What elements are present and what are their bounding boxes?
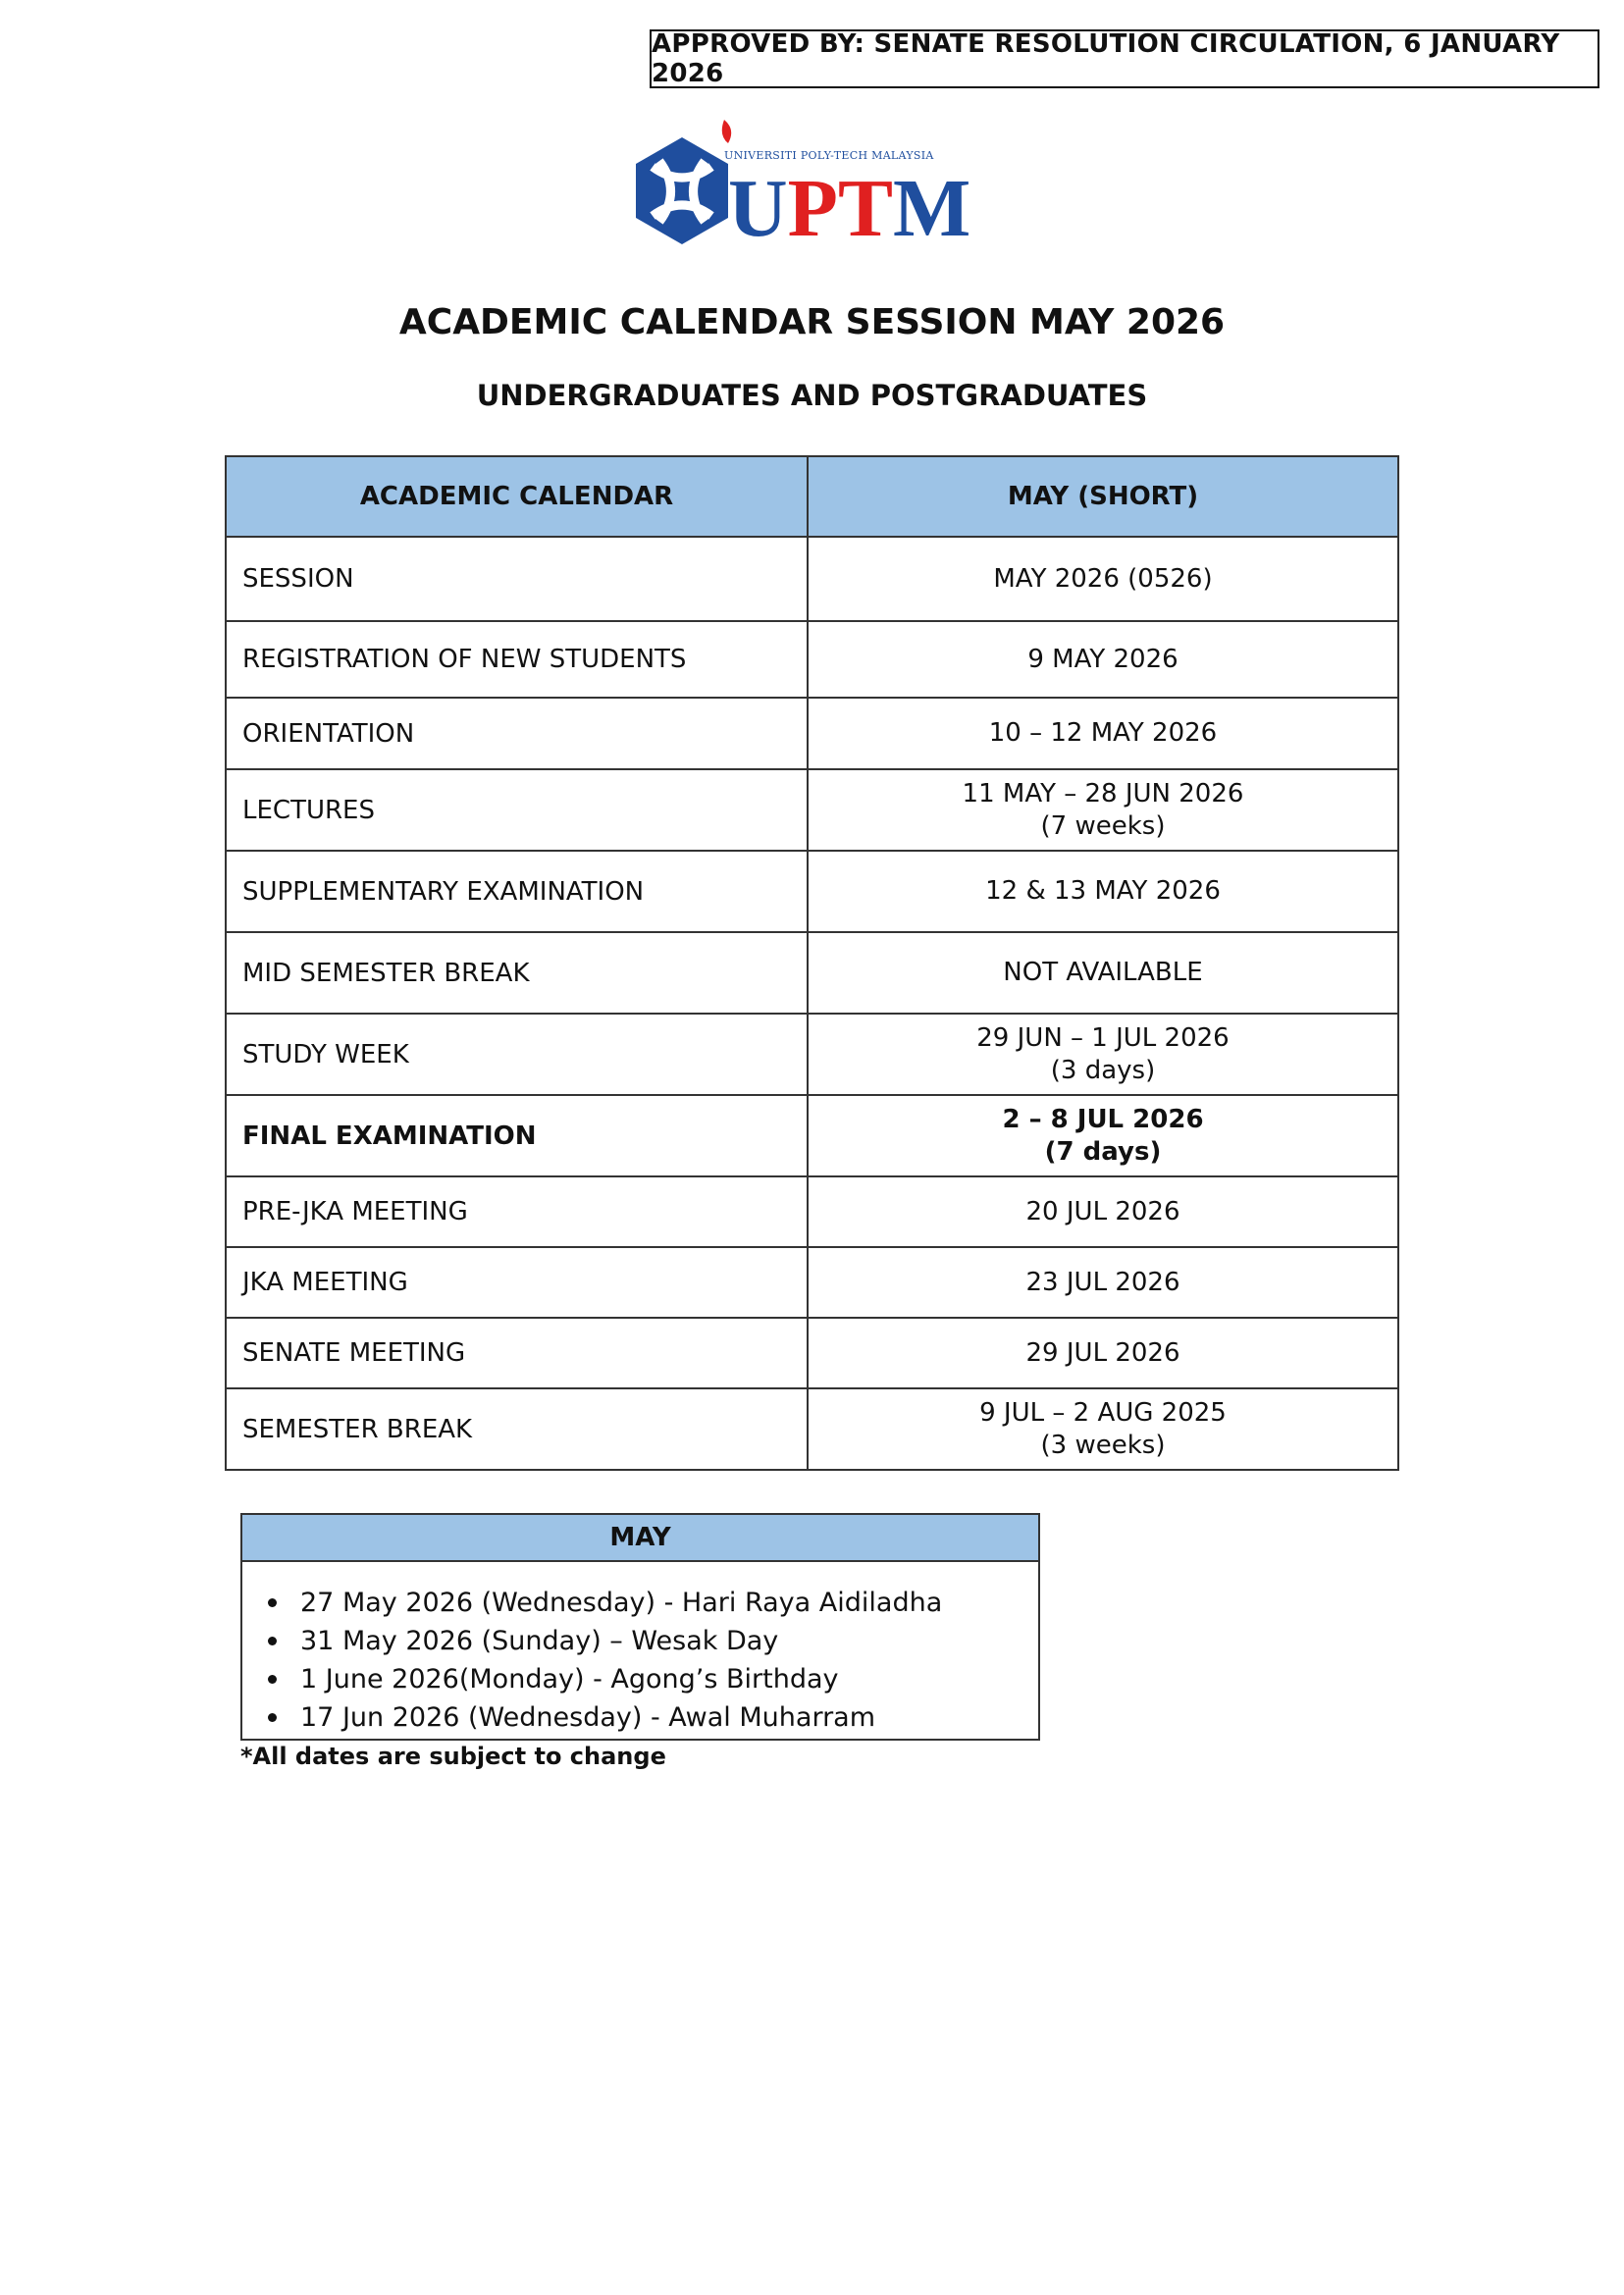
table-row	[226, 1014, 1398, 1095]
holiday-text: 27 May 2026 (Wednesday) - Hari Raya Aidiladha	[300, 1588, 943, 1618]
row-value-line1: 23 JUL 2026	[1025, 1267, 1180, 1297]
row-value	[808, 1014, 1398, 1095]
row-label: SUPPLEMENTARY EXAMINATION	[226, 851, 808, 932]
bullet-icon	[268, 1637, 277, 1645]
table-row	[226, 621, 1398, 698]
disclaimer-note: *All dates are subject to change	[240, 1743, 666, 1770]
row-value	[808, 1247, 1398, 1318]
table-row	[226, 851, 1398, 932]
table-header-row	[226, 456, 1398, 537]
list-item	[262, 1584, 1038, 1622]
header-academic-calendar: ACADEMIC CALENDAR	[226, 456, 808, 537]
row-value-line1: 11 MAY – 28 JUN 2026	[962, 778, 1244, 808]
row-value	[808, 1176, 1398, 1247]
page-subtitle: UNDERGRADUATES AND POSTGRADUATES	[476, 379, 1148, 412]
holiday-text: 17 Jun 2026 (Wednesday) - Awal Muharram	[300, 1702, 876, 1733]
bullet-icon	[268, 1598, 277, 1607]
row-value-line1: 20 JUL 2026	[1025, 1196, 1180, 1226]
list-item	[262, 1622, 1038, 1660]
table-row	[226, 1388, 1398, 1470]
row-value	[808, 537, 1398, 621]
wordmark-pt: PT	[787, 163, 894, 254]
row-label: FINAL EXAMINATION	[226, 1095, 808, 1176]
table-row	[226, 698, 1398, 769]
list-item	[262, 1698, 1038, 1737]
holiday-header: MAY	[242, 1515, 1038, 1562]
row-value	[808, 621, 1398, 698]
row-label: STUDY WEEK	[226, 1014, 808, 1095]
row-label: LECTURES	[226, 769, 808, 851]
academic-calendar-table	[225, 455, 1399, 1471]
row-value-line1: 12 & 13 MAY 2026	[985, 876, 1221, 906]
list-item	[262, 1660, 1038, 1698]
approval-banner: APPROVED BY: SENATE RESOLUTION CIRCULATION, 6 JANUARY 2026	[650, 29, 1599, 88]
row-label: PRE-JKA MEETING	[226, 1176, 808, 1247]
row-value-line2: (7 days)	[1044, 1136, 1162, 1167]
table-row	[226, 1318, 1398, 1388]
row-value-line2: (3 days)	[1050, 1055, 1156, 1085]
bullet-icon	[268, 1675, 277, 1684]
holiday-list	[242, 1562, 1038, 1737]
bullet-icon	[268, 1713, 277, 1722]
row-value-line1: 29 JUN – 1 JUL 2026	[976, 1022, 1230, 1053]
row-value-line1: 29 JUL 2026	[1025, 1337, 1180, 1368]
row-value-line2: (3 weeks)	[1040, 1430, 1166, 1460]
row-value-line1: MAY 2026 (0526)	[993, 563, 1213, 594]
row-label: REGISTRATION OF NEW STUDENTS	[226, 621, 808, 698]
row-value-line1: NOT AVAILABLE	[1003, 958, 1203, 987]
row-value	[808, 698, 1398, 769]
uptm-wordmark	[728, 163, 970, 254]
row-value-line2: (7 weeks)	[1040, 810, 1166, 841]
row-value-line1: 9 MAY 2026	[1027, 644, 1179, 674]
table-row	[226, 932, 1398, 1014]
row-value-line1: 2 – 8 JUL 2026	[1002, 1104, 1204, 1134]
table-row	[226, 1176, 1398, 1247]
hexagon-emblem-icon	[636, 137, 728, 244]
flame-icon	[722, 120, 731, 143]
page-title: ACADEMIC CALENDAR SESSION MAY 2026	[398, 302, 1226, 342]
row-value	[808, 1095, 1398, 1176]
table-row	[226, 537, 1398, 621]
row-value	[808, 1318, 1398, 1388]
row-label: JKA MEETING	[226, 1247, 808, 1318]
wordmark-u: U	[728, 163, 788, 254]
row-label: MID SEMESTER BREAK	[226, 932, 808, 1014]
row-value	[808, 769, 1398, 851]
row-value	[808, 932, 1398, 1014]
table-row	[226, 769, 1398, 851]
holiday-box	[240, 1513, 1040, 1741]
header-may-short: MAY (SHORT)	[808, 456, 1398, 537]
table-row	[226, 1247, 1398, 1318]
table-row	[226, 1095, 1398, 1176]
wordmark-m: M	[893, 163, 971, 254]
row-value-line1: 9 JUL – 2 AUG 2025	[979, 1397, 1227, 1428]
holiday-text: 1 June 2026(Monday) - Agong’s Birthday	[300, 1664, 839, 1695]
row-label: SESSION	[226, 537, 808, 621]
holiday-text: 31 May 2026 (Sunday) – Wesak Day	[300, 1626, 779, 1656]
row-label: SEMESTER BREAK	[226, 1388, 808, 1470]
row-label: SENATE MEETING	[226, 1318, 808, 1388]
university-name: UNIVERSITI POLY-TECH MALAYSIA	[724, 149, 934, 162]
row-value-line1: 10 – 12 MAY 2026	[988, 718, 1218, 748]
row-value	[808, 1388, 1398, 1470]
row-value	[808, 851, 1398, 932]
uptm-logo	[608, 110, 971, 267]
row-label: ORIENTATION	[226, 698, 808, 769]
